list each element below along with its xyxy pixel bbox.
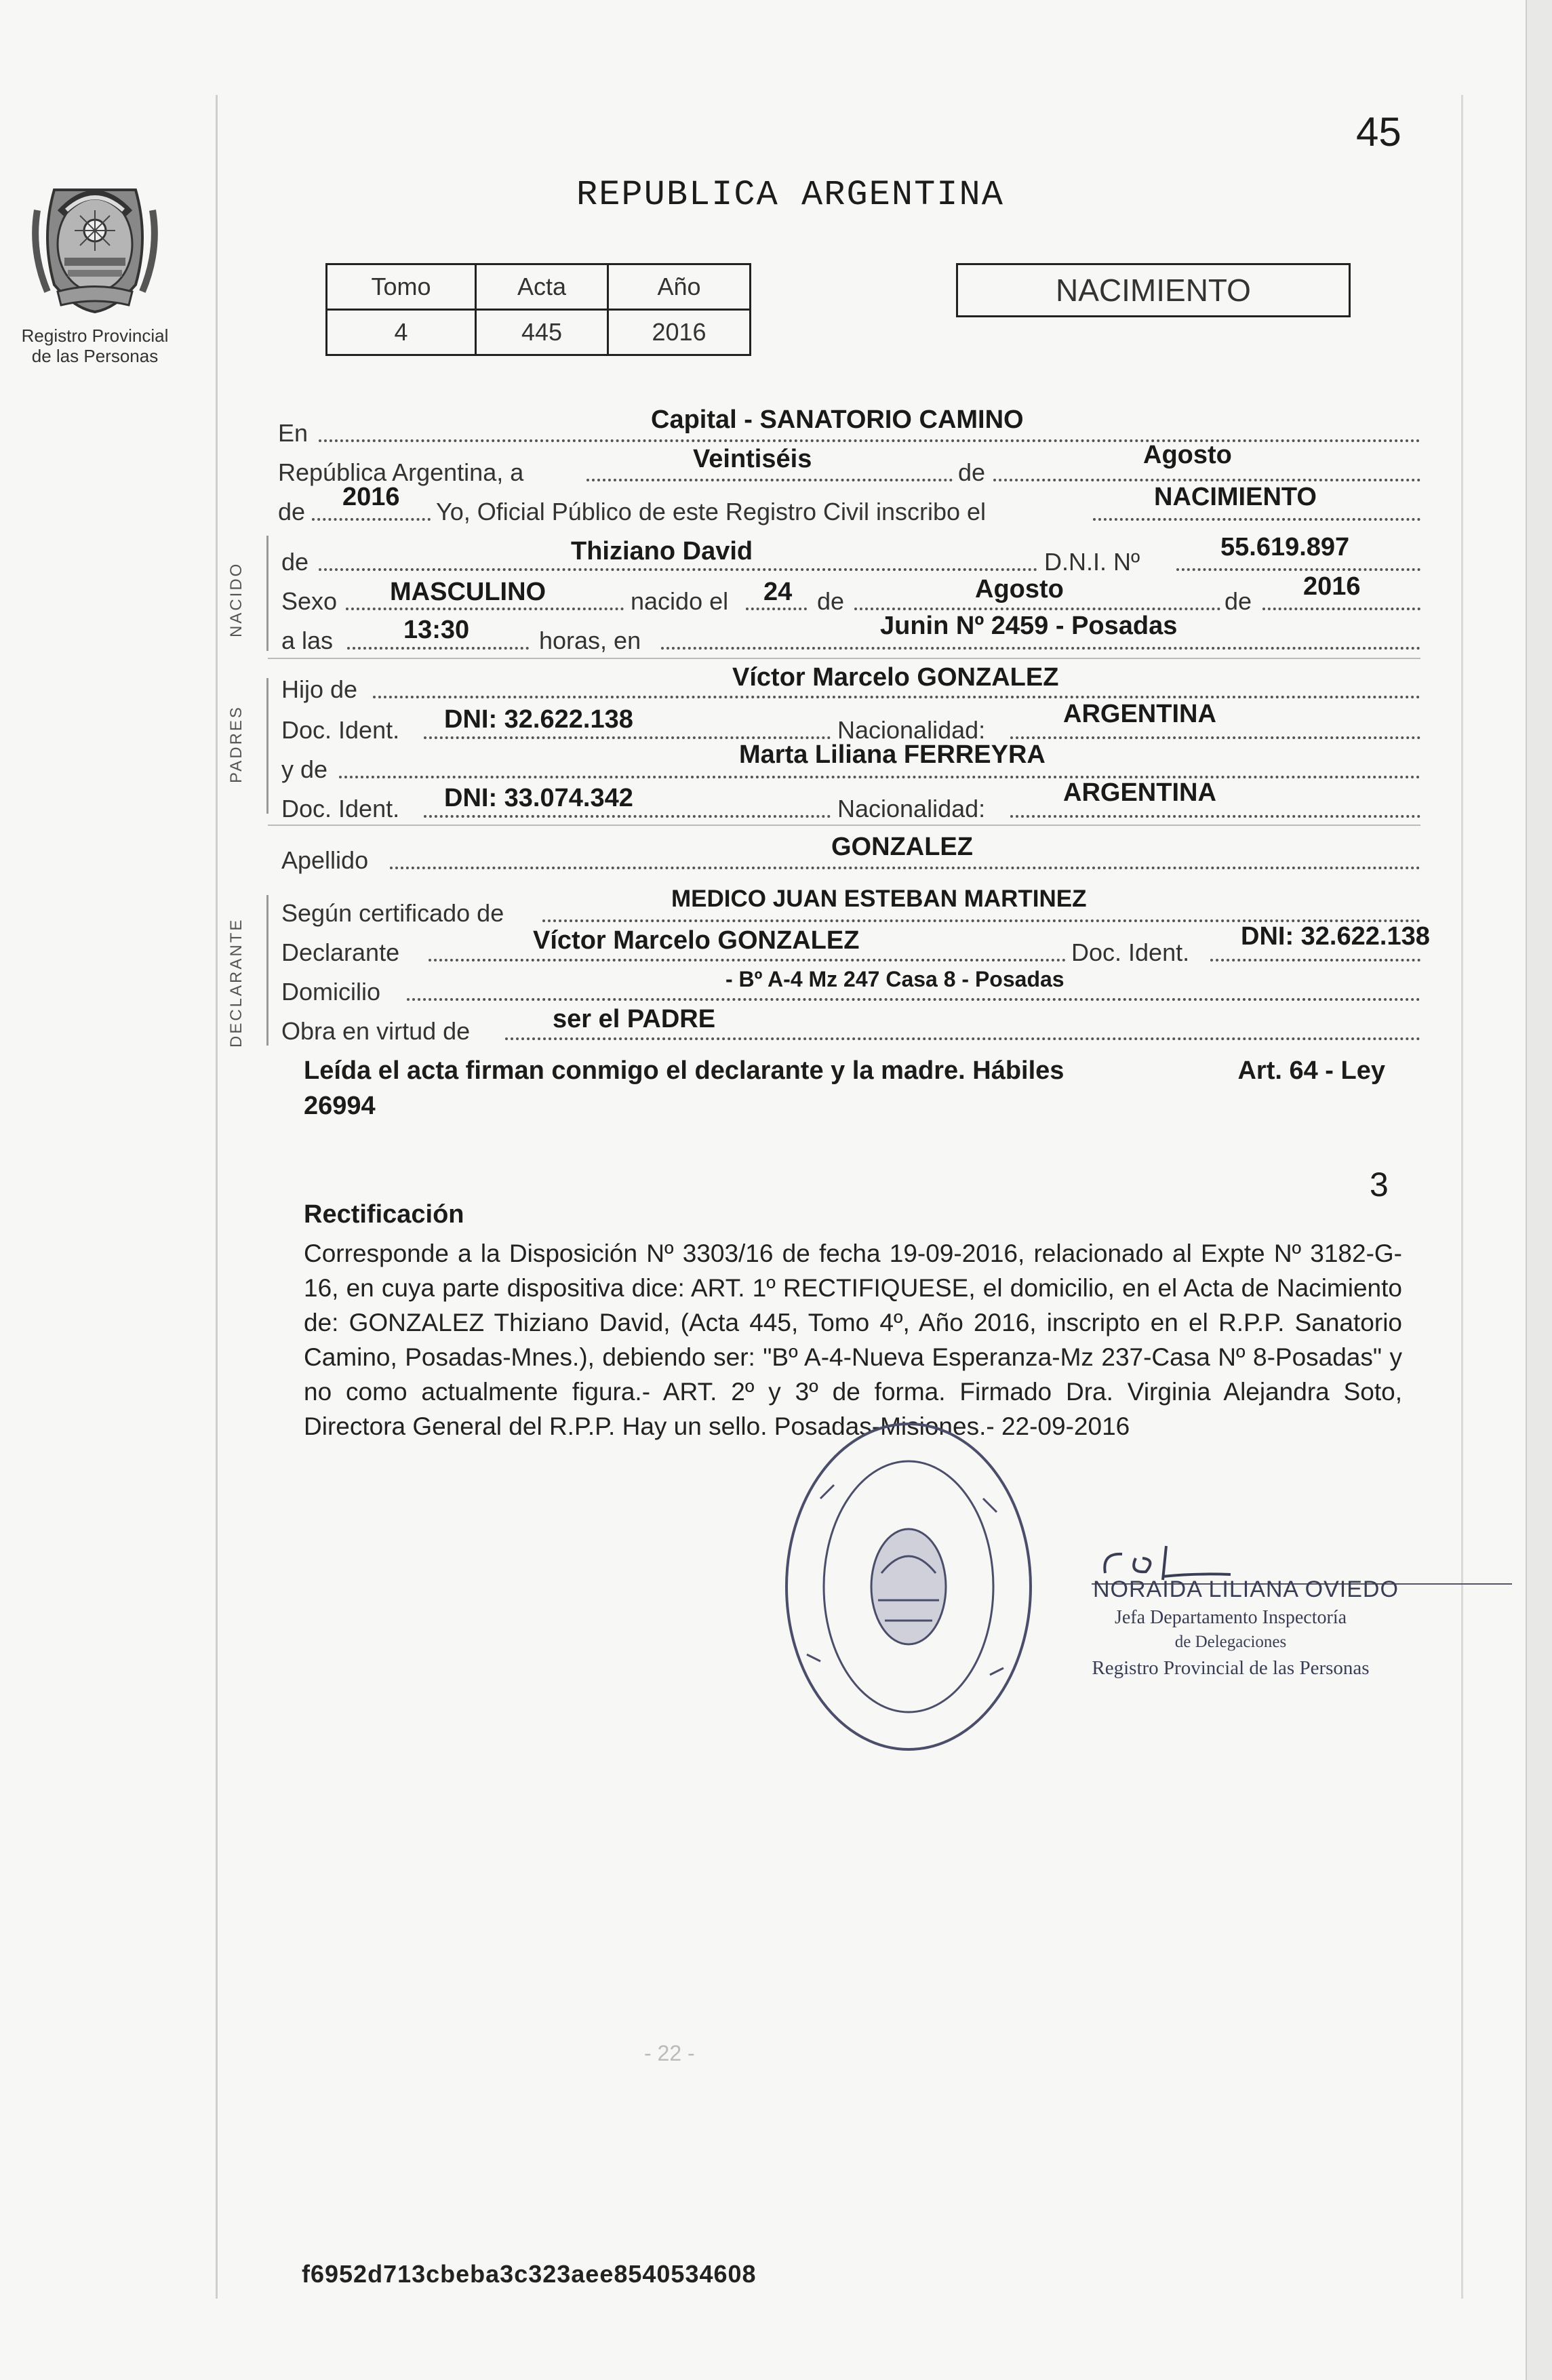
rectification-number: 3 bbox=[1370, 1166, 1389, 1204]
dots bbox=[429, 959, 1066, 961]
dots bbox=[1210, 959, 1420, 961]
sexo-label: Sexo bbox=[281, 587, 338, 615]
day-value: Veintiséis bbox=[693, 445, 812, 473]
acta-value: 445 bbox=[476, 310, 608, 355]
mother-name-value: Marta Liliana FERREYRA bbox=[739, 740, 1046, 769]
nacido-de-label: de bbox=[281, 548, 309, 576]
dots bbox=[407, 998, 1420, 1001]
nacido-el-label: nacido el bbox=[631, 587, 729, 615]
doc-ident-label: Doc. Ident. bbox=[281, 795, 400, 822]
month-value: Agosto bbox=[1143, 441, 1232, 469]
registry-label-line-1: Registro Provincial bbox=[21, 325, 169, 346]
birth-month-value: Agosto bbox=[975, 575, 1064, 603]
dots bbox=[661, 647, 1420, 650]
ano-value: 2016 bbox=[608, 310, 751, 355]
dots bbox=[339, 776, 1420, 778]
birth-day-value: 24 bbox=[763, 578, 793, 606]
certificado-value: MEDICO JUAN ESTEBAN MARTINEZ bbox=[671, 886, 1087, 912]
dots bbox=[1093, 518, 1420, 521]
surname-value: GONZALEZ bbox=[831, 833, 973, 861]
dots bbox=[319, 439, 1420, 442]
dots bbox=[424, 736, 831, 739]
signatory-title-2: de Delegaciones bbox=[1174, 1633, 1287, 1651]
section-divider bbox=[268, 825, 1420, 826]
rectification-text: Corresponde a la Disposición Nº 3303/16 de fecha 19-09-2016, relacionado al Expte Nº 3182-G-16, en cuya parte dispositiva dice: ART. 1º RECTIFIQUESE, el domicilio, en el Acta de Nacimiento de: GONZALEZ Thiziano David, (Acta 445, Tomo 4º, Año 2016, inscripto en el R.P.P. Sanatorio Camino, Posadas-Mnes.), debiendo ser: "Bº A-4-Nueva Esperanza-Mz 237-Casa Nº 8-Posadas" y no como actualmente figura.- ART. 2º y 3º de forma. Firmado Dra. Virginia Alejandra Soto, Directora General del R.P.P. Hay un sello. Posadas-Misiones.- 22-09-2016 bbox=[304, 1239, 1402, 1440]
rectification-title: Rectificación bbox=[304, 1200, 464, 1229]
time-value: 13:30 bbox=[403, 616, 470, 644]
birth-year-value: 2016 bbox=[1303, 572, 1361, 601]
closing-law: 26994 bbox=[304, 1092, 376, 1120]
birth-place-value: Junin Nº 2459 - Posadas bbox=[880, 612, 1178, 640]
dots bbox=[854, 608, 1220, 610]
signatory-name: NORAIDA LILIANA OVIEDO bbox=[1093, 1576, 1399, 1602]
de-label: de bbox=[278, 498, 306, 525]
page-number: 45 bbox=[1356, 109, 1401, 155]
registry-label-line-2: de las Personas bbox=[31, 346, 159, 366]
record-table bbox=[325, 263, 751, 356]
dots bbox=[346, 608, 624, 610]
dots bbox=[993, 479, 1420, 481]
dots bbox=[319, 568, 1037, 571]
registry-caption bbox=[0, 325, 190, 366]
tomo-value: 4 bbox=[327, 310, 476, 355]
child-dni-value: 55.619.897 bbox=[1220, 533, 1350, 561]
dots bbox=[1176, 568, 1420, 571]
section-bar bbox=[266, 678, 268, 814]
document-hash: f6952d713cbeba3c323aee8540534608 bbox=[302, 2260, 757, 2288]
mother-doc-value: DNI: 33.074.342 bbox=[444, 784, 633, 812]
padres-side-label: PADRES bbox=[227, 705, 245, 783]
dots bbox=[312, 518, 431, 521]
dots bbox=[373, 696, 1420, 698]
acta-header: Acta bbox=[476, 264, 608, 310]
oficial-text: Yo, Oficial Público de este Registro Civil inscribo el bbox=[436, 498, 987, 525]
child-name-value: Thiziano David bbox=[571, 537, 753, 566]
section-bar bbox=[266, 536, 268, 651]
dots bbox=[347, 647, 529, 650]
sexo-value: MASCULINO bbox=[390, 578, 546, 606]
dots bbox=[1010, 736, 1420, 739]
father-name-value: Víctor Marcelo GONZALEZ bbox=[732, 663, 1059, 692]
margin-line-right bbox=[1461, 95, 1463, 2299]
obra-label: Obra en virtud de bbox=[281, 1017, 471, 1045]
obra-value: ser el PADRE bbox=[553, 1005, 716, 1033]
signatory-title-3: Registro Provincial de las Personas bbox=[1092, 1657, 1370, 1679]
de-label: de bbox=[958, 458, 986, 486]
en-label: En bbox=[278, 419, 309, 447]
page-edge bbox=[1526, 0, 1552, 2380]
act-type-value: NACIMIENTO bbox=[1154, 483, 1317, 511]
doc-ident-label: Doc. Ident. bbox=[281, 716, 400, 744]
signatory-title-1: Jefa Departamento Inspectoría bbox=[1114, 1607, 1347, 1628]
dots bbox=[424, 815, 831, 818]
official-seal-icon bbox=[780, 1417, 1037, 1756]
de-label: de bbox=[817, 587, 845, 615]
dni-label: D.N.I. Nº bbox=[1044, 548, 1140, 576]
year-value: 2016 bbox=[342, 483, 400, 511]
page-mark: - 22 - bbox=[644, 2041, 695, 2065]
declarante-value: Víctor Marcelo GONZALEZ bbox=[533, 926, 860, 955]
domicilio-label: Domicilio bbox=[281, 978, 381, 1006]
section-bar bbox=[266, 895, 268, 1046]
a-las-label: a las bbox=[281, 627, 334, 654]
closing-paragraph bbox=[304, 1053, 1402, 1124]
dots bbox=[746, 608, 807, 610]
ano-header: Año bbox=[608, 264, 751, 310]
closing-text: Leída el acta firman conmigo el declarante y la madre. Hábiles bbox=[304, 1056, 1064, 1085]
declarante-label: Declarante bbox=[281, 938, 400, 966]
y-de-label: y de bbox=[281, 755, 328, 783]
dots bbox=[390, 867, 1420, 869]
father-nationality-value: ARGENTINA bbox=[1063, 700, 1216, 728]
nacionalidad-label: Nacionalidad: bbox=[837, 716, 986, 744]
dots bbox=[505, 1037, 1420, 1040]
father-doc-value: DNI: 32.622.138 bbox=[444, 705, 633, 734]
event-type-box: NACIMIENTO bbox=[956, 263, 1351, 317]
hijo-de-label: Hijo de bbox=[281, 675, 358, 703]
country-title: REPUBLICA ARGENTINA bbox=[576, 175, 1004, 215]
margin-line-left bbox=[216, 95, 218, 2299]
horas-label: horas, en bbox=[539, 627, 641, 654]
doc-ident-label: Doc. Ident. bbox=[1071, 938, 1190, 966]
tomo-header: Tomo bbox=[327, 264, 476, 310]
apellido-label: Apellido bbox=[281, 846, 369, 874]
section-divider bbox=[268, 658, 1420, 659]
dots bbox=[1010, 815, 1420, 818]
republica-label: República Argentina, a bbox=[278, 458, 524, 486]
declarante-side-label: DECLARANTE bbox=[227, 917, 245, 1048]
misiones-coat-of-arms-icon bbox=[27, 163, 163, 319]
nacionalidad-label: Nacionalidad: bbox=[837, 795, 986, 822]
dots bbox=[586, 479, 953, 481]
declarante-doc-value: DNI: 32.622.138 bbox=[1241, 922, 1430, 951]
domicilio-value: - Bº A-4 Mz 247 Casa 8 - Posadas bbox=[725, 967, 1064, 991]
mother-nationality-value: ARGENTINA bbox=[1063, 778, 1216, 807]
certificado-label: Según certificado de bbox=[281, 899, 504, 927]
en-value: Capital - SANATORIO CAMINO bbox=[651, 405, 1024, 434]
closing-article: Art. 64 - Ley bbox=[1237, 1056, 1385, 1085]
nacido-side-label: NACIDO bbox=[227, 561, 245, 637]
de-label: de bbox=[1225, 587, 1252, 615]
dots bbox=[1262, 608, 1420, 610]
